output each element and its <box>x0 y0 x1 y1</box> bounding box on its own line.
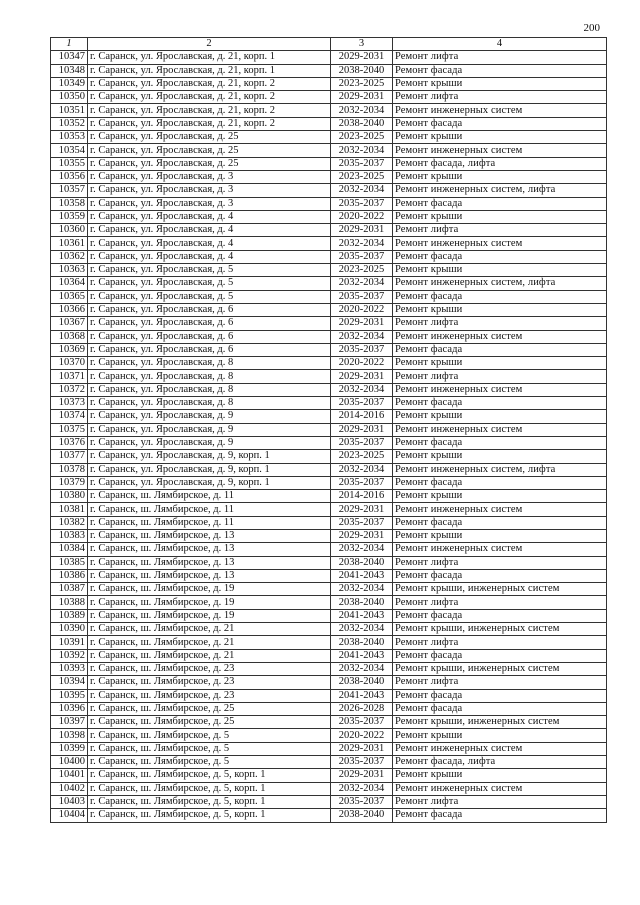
page-number: 200 <box>583 22 600 34</box>
row-number-cell: 10354 <box>51 144 88 157</box>
header-col-2: 2 <box>88 38 331 51</box>
row-number-cell: 10363 <box>51 264 88 277</box>
period-cell: 2041-2043 <box>331 649 393 662</box>
address-cell: г. Саранск, ш. Лямбирское, д. 5 <box>88 756 331 769</box>
work-type-cell: Ремонт фасада <box>393 702 607 715</box>
table-header <box>51 38 607 51</box>
work-type-cell: Ремонт крыши, инженерных систем <box>393 662 607 675</box>
period-cell: 2029-2031 <box>331 503 393 516</box>
period-cell: 2038-2040 <box>331 636 393 649</box>
address-cell: г. Саранск, ул. Ярославская, д. 3 <box>88 170 331 183</box>
work-type-cell: Ремонт лифта <box>393 596 607 609</box>
work-type-cell: Ремонт фасада <box>393 609 607 622</box>
table-row <box>51 450 607 463</box>
work-type-cell: Ремонт фасада <box>393 197 607 210</box>
work-type-cell: Ремонт инженерных систем <box>393 104 607 117</box>
row-number-cell: 10360 <box>51 224 88 237</box>
work-type-cell: Ремонт крыши <box>393 264 607 277</box>
address-cell: г. Саранск, ш. Лямбирское, д. 25 <box>88 716 331 729</box>
table-row <box>51 370 607 383</box>
address-cell: г. Саранск, ул. Ярославская, д. 9, корп. 1 <box>88 450 331 463</box>
work-type-cell: Ремонт фасада <box>393 569 607 582</box>
table-row <box>51 290 607 303</box>
work-type-cell: Ремонт лифта <box>393 795 607 808</box>
address-cell: г. Саранск, ул. Ярославская, д. 21, корп. 2 <box>88 77 331 90</box>
work-type-cell: Ремонт крыши <box>393 210 607 223</box>
address-cell: г. Саранск, ш. Лямбирское, д. 11 <box>88 503 331 516</box>
address-cell: г. Саранск, ул. Ярославская, д. 6 <box>88 343 331 356</box>
period-cell: 2032-2034 <box>331 543 393 556</box>
work-type-cell: Ремонт фасада, лифта <box>393 756 607 769</box>
work-type-cell: Ремонт инженерных систем <box>393 423 607 436</box>
work-type-cell: Ремонт инженерных систем, лифта <box>393 463 607 476</box>
row-number-cell: 10379 <box>51 476 88 489</box>
work-type-cell: Ремонт инженерных систем <box>393 144 607 157</box>
table-row <box>51 556 607 569</box>
address-cell: г. Саранск, ул. Ярославская, д. 5 <box>88 290 331 303</box>
period-cell: 2023-2025 <box>331 450 393 463</box>
address-cell: г. Саранск, ш. Лямбирское, д. 5 <box>88 729 331 742</box>
row-number-cell: 10364 <box>51 277 88 290</box>
work-type-cell: Ремонт лифта <box>393 636 607 649</box>
row-number-cell: 10401 <box>51 769 88 782</box>
work-type-cell: Ремонт крыши <box>393 410 607 423</box>
work-type-cell: Ремонт фасада <box>393 476 607 489</box>
table-row <box>51 303 607 316</box>
address-cell: г. Саранск, ш. Лямбирское, д. 19 <box>88 609 331 622</box>
row-number-cell: 10356 <box>51 170 88 183</box>
table-row <box>51 782 607 795</box>
work-type-cell: Ремонт крыши <box>393 303 607 316</box>
row-number-cell: 10352 <box>51 117 88 130</box>
address-cell: г. Саранск, ш. Лямбирское, д. 25 <box>88 702 331 715</box>
period-cell: 2035-2037 <box>331 476 393 489</box>
row-number-cell: 10369 <box>51 343 88 356</box>
row-number-cell: 10382 <box>51 516 88 529</box>
address-cell: г. Саранск, ул. Ярославская, д. 9 <box>88 423 331 436</box>
table-row <box>51 64 607 77</box>
address-cell: г. Саранск, ш. Лямбирское, д. 13 <box>88 556 331 569</box>
address-cell: г. Саранск, ш. Лямбирское, д. 5, корп. 1 <box>88 809 331 822</box>
table-row <box>51 250 607 263</box>
address-cell: г. Саранск, ш. Лямбирское, д. 13 <box>88 569 331 582</box>
work-type-cell: Ремонт фасада, лифта <box>393 157 607 170</box>
table-row <box>51 689 607 702</box>
period-cell: 2020-2022 <box>331 210 393 223</box>
period-cell: 2038-2040 <box>331 596 393 609</box>
table-row <box>51 184 607 197</box>
work-type-cell: Ремонт крыши <box>393 450 607 463</box>
header-col-4: 4 <box>393 38 607 51</box>
period-cell: 2038-2040 <box>331 117 393 130</box>
table-row <box>51 809 607 822</box>
table-row <box>51 357 607 370</box>
repair-schedule-table <box>50 37 607 823</box>
table-row <box>51 104 607 117</box>
work-type-cell: Ремонт инженерных систем, лифта <box>393 277 607 290</box>
row-number-cell: 10375 <box>51 423 88 436</box>
period-cell: 2029-2031 <box>331 51 393 64</box>
table-row <box>51 729 607 742</box>
header-col-3: 3 <box>331 38 393 51</box>
period-cell: 2029-2031 <box>331 529 393 542</box>
row-number-cell: 10404 <box>51 809 88 822</box>
period-cell: 2035-2037 <box>331 436 393 449</box>
table-row <box>51 742 607 755</box>
row-number-cell: 10349 <box>51 77 88 90</box>
period-cell: 2038-2040 <box>331 676 393 689</box>
row-number-cell: 10402 <box>51 782 88 795</box>
period-cell: 2032-2034 <box>331 330 393 343</box>
table-row <box>51 596 607 609</box>
row-number-cell: 10367 <box>51 317 88 330</box>
address-cell: г. Саранск, ш. Лямбирское, д. 5, корп. 1 <box>88 782 331 795</box>
work-type-cell: Ремонт лифта <box>393 370 607 383</box>
address-cell: г. Саранск, ш. Лямбирское, д. 23 <box>88 689 331 702</box>
row-number-cell: 10388 <box>51 596 88 609</box>
work-type-cell: Ремонт фасада <box>393 436 607 449</box>
table-row <box>51 649 607 662</box>
table-row <box>51 317 607 330</box>
row-number-cell: 10376 <box>51 436 88 449</box>
row-number-cell: 10351 <box>51 104 88 117</box>
address-cell: г. Саранск, ш. Лямбирское, д. 21 <box>88 649 331 662</box>
address-cell: г. Саранск, ул. Ярославская, д. 21, корп. 2 <box>88 104 331 117</box>
table-row <box>51 397 607 410</box>
table-row <box>51 490 607 503</box>
period-cell: 2032-2034 <box>331 144 393 157</box>
period-cell: 2032-2034 <box>331 662 393 675</box>
address-cell: г. Саранск, ул. Ярославская, д. 4 <box>88 210 331 223</box>
address-cell: г. Саранск, ул. Ярославская, д. 8 <box>88 383 331 396</box>
table-row <box>51 117 607 130</box>
period-cell: 2020-2022 <box>331 729 393 742</box>
period-cell: 2035-2037 <box>331 795 393 808</box>
work-type-cell: Ремонт крыши, инженерных систем <box>393 716 607 729</box>
table-row <box>51 503 607 516</box>
work-type-cell: Ремонт инженерных систем <box>393 383 607 396</box>
work-type-cell: Ремонт лифта <box>393 224 607 237</box>
period-cell: 2029-2031 <box>331 224 393 237</box>
table-row <box>51 277 607 290</box>
row-number-cell: 10348 <box>51 64 88 77</box>
address-cell: г. Саранск, ул. Ярославская, д. 25 <box>88 144 331 157</box>
table-row <box>51 410 607 423</box>
period-cell: 2014-2016 <box>331 410 393 423</box>
table-row <box>51 343 607 356</box>
table-row <box>51 529 607 542</box>
address-cell: г. Саранск, ул. Ярославская, д. 21, корп. 1 <box>88 51 331 64</box>
row-number-cell: 10386 <box>51 569 88 582</box>
row-number-cell: 10400 <box>51 756 88 769</box>
table-row <box>51 702 607 715</box>
row-number-cell: 10393 <box>51 662 88 675</box>
period-cell: 2038-2040 <box>331 64 393 77</box>
period-cell: 2035-2037 <box>331 516 393 529</box>
table-row <box>51 423 607 436</box>
row-number-cell: 10368 <box>51 330 88 343</box>
address-cell: г. Саранск, ш. Лямбирское, д. 23 <box>88 662 331 675</box>
row-number-cell: 10383 <box>51 529 88 542</box>
table-body <box>51 51 607 822</box>
work-type-cell: Ремонт фасада <box>393 117 607 130</box>
table-row <box>51 516 607 529</box>
period-cell: 2020-2022 <box>331 357 393 370</box>
address-cell: г. Саранск, ул. Ярославская, д. 25 <box>88 157 331 170</box>
address-cell: г. Саранск, ул. Ярославская, д. 8 <box>88 370 331 383</box>
table-row <box>51 170 607 183</box>
period-cell: 2029-2031 <box>331 769 393 782</box>
work-type-cell: Ремонт крыши <box>393 729 607 742</box>
row-number-cell: 10359 <box>51 210 88 223</box>
address-cell: г. Саранск, ул. Ярославская, д. 6 <box>88 330 331 343</box>
work-type-cell: Ремонт инженерных систем <box>393 543 607 556</box>
address-cell: г. Саранск, ш. Лямбирское, д. 19 <box>88 583 331 596</box>
period-cell: 2023-2025 <box>331 264 393 277</box>
address-cell: г. Саранск, ул. Ярославская, д. 9, корп. 1 <box>88 476 331 489</box>
work-type-cell: Ремонт фасада <box>393 649 607 662</box>
row-number-cell: 10361 <box>51 237 88 250</box>
work-type-cell: Ремонт фасада <box>393 516 607 529</box>
period-cell: 2023-2025 <box>331 131 393 144</box>
row-number-cell: 10370 <box>51 357 88 370</box>
address-cell: г. Саранск, ул. Ярославская, д. 21, корп. 1 <box>88 64 331 77</box>
work-type-cell: Ремонт лифта <box>393 91 607 104</box>
row-number-cell: 10381 <box>51 503 88 516</box>
address-cell: г. Саранск, ш. Лямбирское, д. 5 <box>88 742 331 755</box>
row-number-cell: 10366 <box>51 303 88 316</box>
table-row <box>51 436 607 449</box>
table-row <box>51 583 607 596</box>
row-number-cell: 10389 <box>51 609 88 622</box>
period-cell: 2026-2028 <box>331 702 393 715</box>
row-number-cell: 10392 <box>51 649 88 662</box>
address-cell: г. Саранск, ш. Лямбирское, д. 23 <box>88 676 331 689</box>
table-row <box>51 131 607 144</box>
table-row <box>51 716 607 729</box>
table-row <box>51 91 607 104</box>
period-cell: 2038-2040 <box>331 556 393 569</box>
address-cell: г. Саранск, ул. Ярославская, д. 3 <box>88 184 331 197</box>
address-cell: г. Саранск, ул. Ярославская, д. 9, корп. 1 <box>88 463 331 476</box>
period-cell: 2032-2034 <box>331 383 393 396</box>
address-cell: г. Саранск, ул. Ярославская, д. 5 <box>88 277 331 290</box>
row-number-cell: 10358 <box>51 197 88 210</box>
period-cell: 2029-2031 <box>331 370 393 383</box>
work-type-cell: Ремонт крыши <box>393 357 607 370</box>
work-type-cell: Ремонт крыши <box>393 529 607 542</box>
work-type-cell: Ремонт крыши <box>393 77 607 90</box>
table-row <box>51 383 607 396</box>
work-type-cell: Ремонт лифта <box>393 556 607 569</box>
work-type-cell: Ремонт крыши <box>393 490 607 503</box>
work-type-cell: Ремонт фасада <box>393 64 607 77</box>
row-number-cell: 10397 <box>51 716 88 729</box>
period-cell: 2014-2016 <box>331 490 393 503</box>
row-number-cell: 10396 <box>51 702 88 715</box>
work-type-cell: Ремонт фасада <box>393 809 607 822</box>
table-row <box>51 197 607 210</box>
work-type-cell: Ремонт фасада <box>393 343 607 356</box>
period-cell: 2035-2037 <box>331 290 393 303</box>
table-row <box>51 756 607 769</box>
address-cell: г. Саранск, ул. Ярославская, д. 4 <box>88 224 331 237</box>
period-cell: 2023-2025 <box>331 170 393 183</box>
period-cell: 2038-2040 <box>331 809 393 822</box>
work-type-cell: Ремонт инженерных систем <box>393 330 607 343</box>
row-number-cell: 10362 <box>51 250 88 263</box>
period-cell: 2035-2037 <box>331 716 393 729</box>
period-cell: 2032-2034 <box>331 623 393 636</box>
period-cell: 2041-2043 <box>331 569 393 582</box>
row-number-cell: 10391 <box>51 636 88 649</box>
table-row <box>51 795 607 808</box>
table-row <box>51 224 607 237</box>
address-cell: г. Саранск, ш. Лямбирское, д. 13 <box>88 529 331 542</box>
address-cell: г. Саранск, ш. Лямбирское, д. 5, корп. 1 <box>88 795 331 808</box>
period-cell: 2032-2034 <box>331 184 393 197</box>
address-cell: г. Саранск, ул. Ярославская, д. 4 <box>88 250 331 263</box>
row-number-cell: 10347 <box>51 51 88 64</box>
address-cell: г. Саранск, ш. Лямбирское, д. 5, корп. 1 <box>88 769 331 782</box>
row-number-cell: 10374 <box>51 410 88 423</box>
table-row <box>51 463 607 476</box>
period-cell: 2032-2034 <box>331 583 393 596</box>
row-number-cell: 10380 <box>51 490 88 503</box>
header-row <box>51 38 607 51</box>
row-number-cell: 10403 <box>51 795 88 808</box>
address-cell: г. Саранск, ш. Лямбирское, д. 19 <box>88 596 331 609</box>
period-cell: 2035-2037 <box>331 343 393 356</box>
address-cell: г. Саранск, ул. Ярославская, д. 21, корп. 2 <box>88 117 331 130</box>
work-type-cell: Ремонт лифта <box>393 317 607 330</box>
table-row <box>51 77 607 90</box>
address-cell: г. Саранск, ш. Лямбирское, д. 13 <box>88 543 331 556</box>
header-col-1: 1 <box>51 38 88 51</box>
address-cell: г. Саранск, ул. Ярославская, д. 3 <box>88 197 331 210</box>
address-cell: г. Саранск, ул. Ярославская, д. 9 <box>88 436 331 449</box>
table-row <box>51 662 607 675</box>
period-cell: 2032-2034 <box>331 782 393 795</box>
period-cell: 2035-2037 <box>331 157 393 170</box>
work-type-cell: Ремонт инженерных систем <box>393 237 607 250</box>
period-cell: 2035-2037 <box>331 250 393 263</box>
work-type-cell: Ремонт инженерных систем <box>393 742 607 755</box>
work-type-cell: Ремонт инженерных систем <box>393 503 607 516</box>
period-cell: 2023-2025 <box>331 77 393 90</box>
address-cell: г. Саранск, ул. Ярославская, д. 6 <box>88 317 331 330</box>
table-row <box>51 609 607 622</box>
address-cell: г. Саранск, ул. Ярославская, д. 25 <box>88 131 331 144</box>
period-cell: 2029-2031 <box>331 423 393 436</box>
row-number-cell: 10372 <box>51 383 88 396</box>
address-cell: г. Саранск, ш. Лямбирское, д. 21 <box>88 623 331 636</box>
work-type-cell: Ремонт фасада <box>393 689 607 702</box>
row-number-cell: 10394 <box>51 676 88 689</box>
row-number-cell: 10377 <box>51 450 88 463</box>
row-number-cell: 10365 <box>51 290 88 303</box>
address-cell: г. Саранск, ул. Ярославская, д. 8 <box>88 397 331 410</box>
row-number-cell: 10384 <box>51 543 88 556</box>
period-cell: 2032-2034 <box>331 277 393 290</box>
table-row <box>51 623 607 636</box>
period-cell: 2041-2043 <box>331 689 393 702</box>
table-row <box>51 769 607 782</box>
period-cell: 2035-2037 <box>331 397 393 410</box>
row-number-cell: 10378 <box>51 463 88 476</box>
work-type-cell: Ремонт крыши, инженерных систем <box>393 583 607 596</box>
work-type-cell: Ремонт лифта <box>393 51 607 64</box>
address-cell: г. Саранск, ш. Лямбирское, д. 21 <box>88 636 331 649</box>
row-number-cell: 10353 <box>51 131 88 144</box>
address-cell: г. Саранск, ул. Ярославская, д. 8 <box>88 357 331 370</box>
work-type-cell: Ремонт фасада <box>393 397 607 410</box>
row-number-cell: 10387 <box>51 583 88 596</box>
row-number-cell: 10385 <box>51 556 88 569</box>
period-cell: 2029-2031 <box>331 91 393 104</box>
table-row <box>51 636 607 649</box>
work-type-cell: Ремонт крыши <box>393 769 607 782</box>
row-number-cell: 10395 <box>51 689 88 702</box>
period-cell: 2029-2031 <box>331 317 393 330</box>
row-number-cell: 10355 <box>51 157 88 170</box>
work-type-cell: Ремонт лифта <box>393 676 607 689</box>
table-row <box>51 476 607 489</box>
table-row <box>51 157 607 170</box>
address-cell: г. Саранск, ул. Ярославская, д. 9 <box>88 410 331 423</box>
address-cell: г. Саранск, ул. Ярославская, д. 5 <box>88 264 331 277</box>
work-type-cell: Ремонт крыши <box>393 170 607 183</box>
address-cell: г. Саранск, ул. Ярославская, д. 6 <box>88 303 331 316</box>
period-cell: 2020-2022 <box>331 303 393 316</box>
table-row <box>51 210 607 223</box>
work-type-cell: Ремонт фасада <box>393 290 607 303</box>
work-type-cell: Ремонт фасада <box>393 250 607 263</box>
table-row <box>51 330 607 343</box>
row-number-cell: 10390 <box>51 623 88 636</box>
address-cell: г. Саранск, ул. Ярославская, д. 4 <box>88 237 331 250</box>
table-row <box>51 237 607 250</box>
address-cell: г. Саранск, ш. Лямбирское, д. 11 <box>88 516 331 529</box>
period-cell: 2032-2034 <box>331 463 393 476</box>
table-row <box>51 144 607 157</box>
work-type-cell: Ремонт инженерных систем, лифта <box>393 184 607 197</box>
table-row <box>51 543 607 556</box>
period-cell: 2032-2034 <box>331 104 393 117</box>
row-number-cell: 10350 <box>51 91 88 104</box>
row-number-cell: 10371 <box>51 370 88 383</box>
work-type-cell: Ремонт крыши, инженерных систем <box>393 623 607 636</box>
address-cell: г. Саранск, ул. Ярославская, д. 21, корп. 2 <box>88 91 331 104</box>
table-row <box>51 51 607 64</box>
period-cell: 2035-2037 <box>331 756 393 769</box>
row-number-cell: 10398 <box>51 729 88 742</box>
table-row <box>51 569 607 582</box>
period-cell: 2041-2043 <box>331 609 393 622</box>
row-number-cell: 10373 <box>51 397 88 410</box>
table-row <box>51 676 607 689</box>
period-cell: 2029-2031 <box>331 742 393 755</box>
period-cell: 2032-2034 <box>331 237 393 250</box>
work-type-cell: Ремонт инженерных систем <box>393 782 607 795</box>
address-cell: г. Саранск, ш. Лямбирское, д. 11 <box>88 490 331 503</box>
table-row <box>51 264 607 277</box>
row-number-cell: 10399 <box>51 742 88 755</box>
row-number-cell: 10357 <box>51 184 88 197</box>
period-cell: 2035-2037 <box>331 197 393 210</box>
work-type-cell: Ремонт крыши <box>393 131 607 144</box>
